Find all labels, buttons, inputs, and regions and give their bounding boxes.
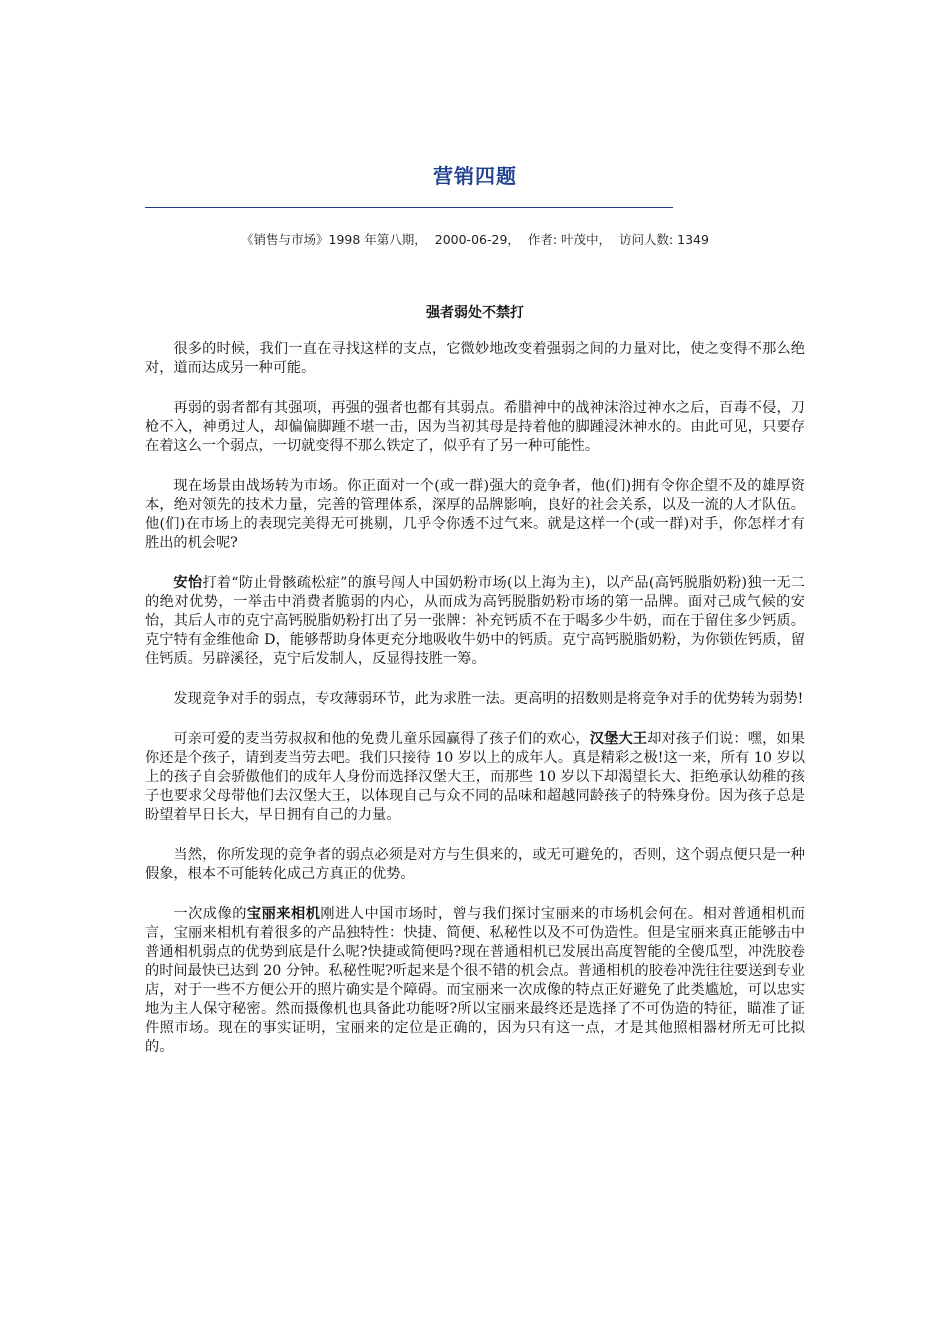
paragraph-7: 当然，你所发现的竞争者的弱点必须是对方与生俱来的，或无可避免的，否则，这个弱点便只是一种假象，根本不可能转化成己方真正的优势。 <box>145 847 805 882</box>
paragraph-3: 现在场景由战场转为市场。你正面对一个(或一群)强大的竞争者，他(们)拥有令你企望不及的雄厚资本，绝对领先的技术力量，完善的管理体系，深厚的品牌影响，良好的社会关系，以及一流的人才队伍。他(们)在市场上的表现完美得无可挑剔，几乎令你透不过气来。就是这样一个(或一群)对手，你怎样才有胜出的机会呢? <box>145 478 805 551</box>
paragraph-6 <box>145 730 805 825</box>
paragraph-5: 发现竞争对手的弱点，专攻薄弱环节，此为求胜一法。更高明的招数则是将竞争对手的优势转为弱势! <box>173 691 804 707</box>
paragraph-8-text-b: 刚进人中国市场时，曾与我们探讨宝丽来的市场机会何在。相对普通相机而言，宝丽来相机有着很多的产品独特性：快捷、简便、私秘性以及不可伪造性。但是宝丽来真正能够击中普通相机弱点的优势到底是什么呢?快捷或简便吗?现在普通相机已发展出高度智能的全傻瓜型，冲洗胶卷的时间最快已达到 20 分钟。私秘性呢?听起来是个很不错的机会点。普通相机的胶卷冲洗往往要送到专业店，对于一些不方便公开的照片确实是个障碍。而宝丽来一次成像的特点正好避免了此类尴尬，可以忠实地为主人保守秘密。然而摄像机也具备此功能呀?所以宝丽来最终还是选择了不可伪造的特征，瞄准了证件照市场。现在的事实证明，宝丽来的定位是正确的，因为只有这一点，才是其他照相器材所无可比拟的。 <box>145 906 805 1055</box>
paragraph-6-text-b: 却对孩子们说：嘿，如果你还是个孩子，请到麦当劳去吧。我们只接待 10 岁以上的成年人。真是精彩之极!这一来，所有 10 岁以上的孩子自会骄傲他们的成年人身份而选择汉堡大王，而那些 10 岁以下却渴望长大、拒绝承认幼稚的孩子也要求父母带他们去汉堡大王，以体现自己与众不同的品味和超越同龄孩子的特殊身份。因为孩子总是盼望着早日长大，早日拥有自己的力量。 <box>145 731 805 823</box>
title-divider <box>145 207 673 208</box>
paragraph-4 <box>145 574 805 669</box>
article-body <box>145 340 805 1078</box>
paragraph-6-text-a: 可亲可爱的麦当劳叔叔和他的免费儿童乐园赢得了孩子们的欢心， <box>173 731 590 747</box>
article-title: 营销四题 <box>433 164 517 188</box>
brand-burger-king: 汉堡大王 <box>589 731 648 747</box>
paragraph-8 <box>145 905 805 1057</box>
paragraph-4-text: 打着“防止骨骸疏松症”的旗号闯人中国奶粉市场(以上海为主)，以产品(高钙脱脂奶粉)独一无二的绝对优势，一举击中消费者脆弱的内心，从而成为高钙脱脂奶粉市场的第一品牌。面对己成气候的安怡，其后人市的克宁高钙脱脂奶粉打出了另一张牌：补充钙质不在于喝多少牛奶，而在于留住多少钙质。克宁特有金维他命 D，能够帮助身体更充分地吸收牛奶中的钙质。克宁高钙脱脂奶粉，为你锁佐钙质，留住钙质。另辟溪径，克宁后发制人，反显得技胜一筹。 <box>145 575 805 667</box>
brand-polaroid: 宝丽来相机 <box>246 906 321 922</box>
paragraph-1: 很多的时候，我们一直在寻找这样的支点，它微妙地改变着强弱之间的力量对比，使之变得不那么绝对，道而达成另一种可能。 <box>145 341 805 376</box>
article-meta: 《销售与市场》1998 年第八期， 2000-06-29， 作者: 叶茂中， 访问人数: 1349 <box>241 232 709 247</box>
section-heading: 强者弱处不禁打 <box>426 305 524 321</box>
paragraph-2: 再弱的弱者都有其强项，再强的强者也都有其弱点。希腊神中的战神沫浴过神水之后，百毒不侵，刀枪不入，神勇过人，却偏偏脚踵不堪一击，因为当初其母是持着他的脚踵浸沐神水的。由此可见，只要存在着这么一个弱点，一切就变得不那么铁定了，似乎有了另一种可能性。 <box>145 400 805 454</box>
brand-anyi: 安怡 <box>173 575 203 591</box>
paragraph-8-text-a: 一次成像的 <box>173 906 247 922</box>
